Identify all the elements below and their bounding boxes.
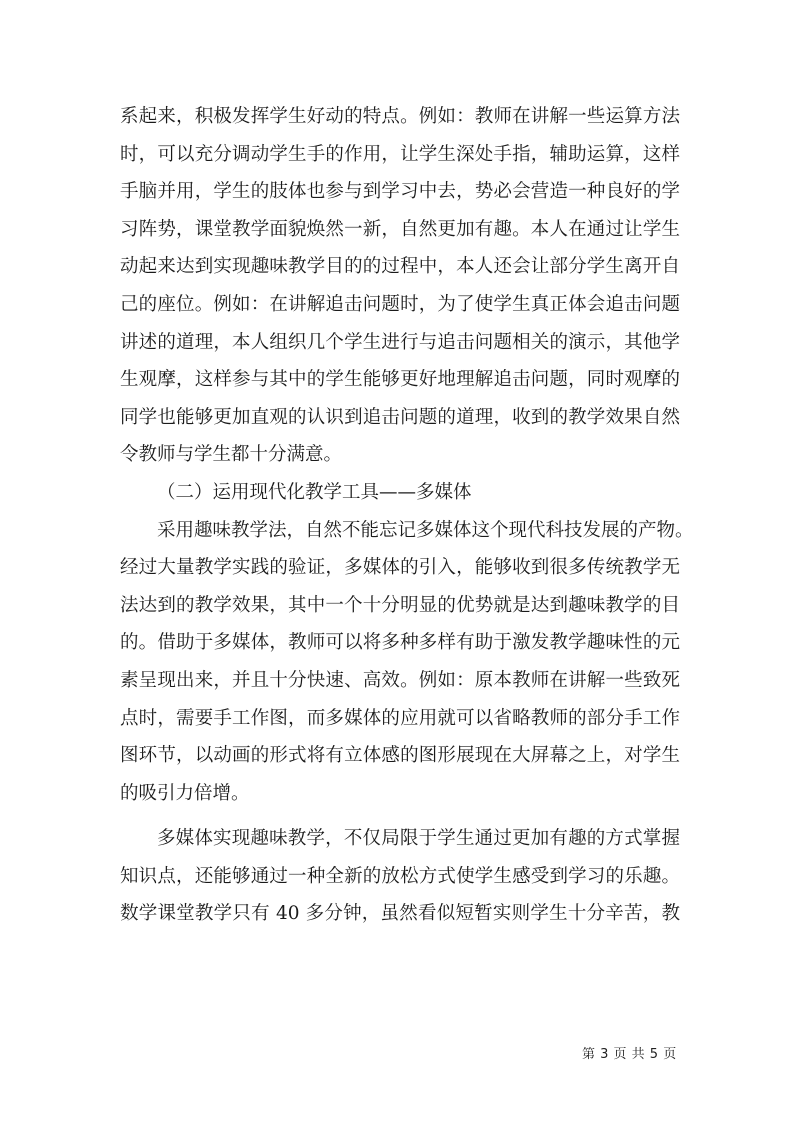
text-line: 己的座位。例如：在讲解追击问题时，为了使学生真正体会追击问题 [120, 293, 680, 315]
text-line: 数学课堂教学只有 40 多分钟，虽然看似短暂实则学生十分辛苦，教 [120, 903, 680, 925]
text-line: 知识点，还能够通过一种全新的放松方式使学生感受到学习的乐趣。 [120, 865, 680, 887]
text-line: 的。借助于多媒体，教师可以将多种多样有助于激发教学趣味性的元 [120, 632, 680, 654]
text-line: 图环节，以动画的形式将有立体感的图形展现在大屏幕之上，对学生 [120, 745, 680, 767]
paragraph-2 [120, 512, 694, 813]
text-line: 系起来，积极发挥学生好动的特点。例如：教师在讲解一些运算方法 [120, 106, 680, 127]
text-line: 素呈现出来，并且十分快速、高效。例如：原本教师在讲解一些致死 [120, 669, 680, 691]
section-heading: （二）运用现代化教学工具——多媒体 [157, 481, 472, 503]
text-line: 法达到的教学效果，其中一个十分明显的优势就是达到趣味教学的目 [120, 594, 680, 616]
text-line: 生观摩，这样参与其中的学生能够更好地理解追击问题，同时观摩的 [120, 369, 680, 391]
text-line: 讲述的道理，本人组织几个学生进行与追击问题相关的演示，其他学 [120, 331, 680, 353]
text-line: 采用趣味教学法，自然不能忘记多媒体这个现代科技发展的产物。 [157, 519, 694, 541]
text-line: 经过大量教学实践的验证，多媒体的引入，能够收到很多传统教学无 [120, 557, 680, 579]
document-body [120, 98, 694, 933]
text-line: 同学也能够更加直观的认识到追击问题的道理，收到的教学效果自然 [120, 406, 680, 428]
text-line: 的吸引力倍增。 [120, 782, 250, 804]
text-line: 令教师与学生都十分满意。 [120, 444, 343, 466]
text-line: 点时，需要手工作图，而多媒体的应用就可以省略教师的部分手工作 [120, 707, 680, 729]
text-line: 多媒体实现趣味教学，不仅局限于学生通过更加有趣的方式掌握 [157, 828, 680, 850]
paragraph-1 [120, 98, 680, 474]
page-number: 第 3 页 共 5 页 [582, 1047, 677, 1062]
paragraph-3 [120, 820, 680, 933]
text-line: 动起来达到实现趣味教学目的的过程中，本人还会让部分学生离开自 [120, 256, 680, 278]
text-line: 时，可以充分调动学生手的作用，让学生深处手指，辅助运算，这样 [120, 143, 680, 165]
text-line: 手脑并用，学生的肢体也参与到学习中去，势必会营造一种良好的学 [120, 181, 680, 203]
text-line: 习阵势，课堂教学面貌焕然一新，自然更加有趣。本人在通过让学生 [120, 218, 680, 240]
